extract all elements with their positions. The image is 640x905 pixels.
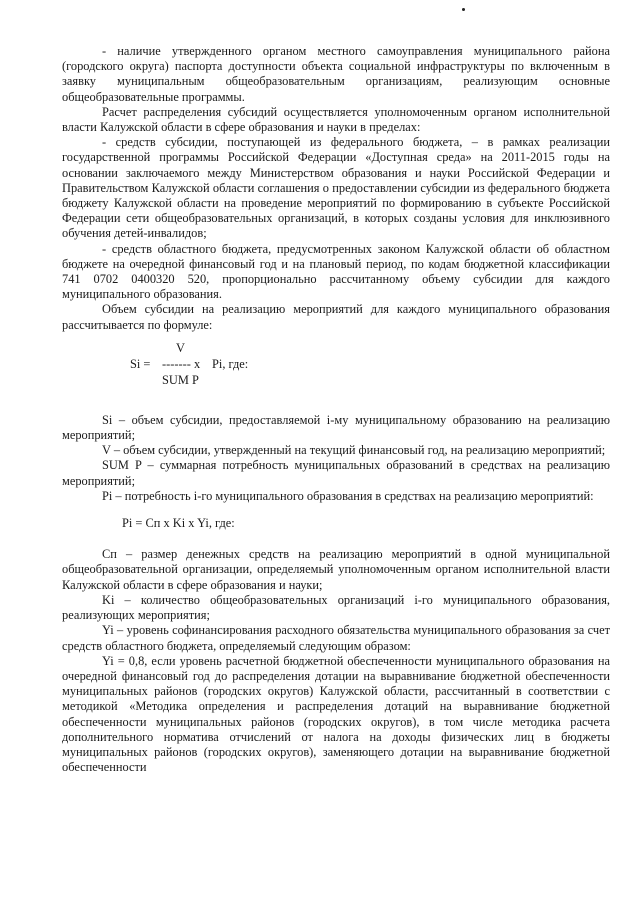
definition-si: Si – объем субсидии, предоставляемой i-му муниципальному образованию на реализацию мероприятий; — [62, 412, 610, 443]
definition-pi: Pi – потребность i-го муниципального образования в средствах на реализацию мероприятий: — [102, 488, 594, 503]
formula-si-denominator: SUM P — [162, 372, 199, 387]
scan-mark — [462, 8, 465, 11]
definition-cp: Cп – размер денежных средств на реализацию мероприятий в одной муниципальной общеобразовательной организации, определяемый уполномоченным органом исполнительной власти Калужской области в сфере образования и науки; — [62, 547, 610, 592]
paragraph-distribution-intro: Расчет распределения субсидий осуществляется уполномоченным органом исполнительной власти Калужской области в сфере образования и науки в пределах: — [62, 104, 610, 135]
definition-yi: Yi – уровень софинансирования расходного обязательства муниципального образования за счет средств областного бюджета, определяемый следующим образом: — [62, 623, 610, 653]
paragraph-formula-intro: Объем субсидии на реализацию мероприятий для каждого муниципального образования рассчитывается по формуле: — [62, 302, 610, 332]
formula-si-rhs: Pi, где: — [212, 356, 249, 371]
document-body — [62, 44, 610, 775]
definition-ki: Ki – количество общеобразовательных организаций i-го муниципального образования, реализующих мероприятия; — [62, 592, 610, 623]
definition-v: V – объем субсидии, утвержденный на текущий финансовый год, на реализацию мероприятий; — [102, 443, 606, 458]
definition-yi-value: Yi = 0,8, если уровень расчетной бюджетной обеспеченности муниципального образования на очередной финансовый год до распределения дотации на выравнивание бюджетной обеспеченности муниципальных районов (городских округов) Калужской области, рассчитанный в соответствии с методикой «Методика определения и распределения дотаций на выравнивание бюджетной обеспеченности муниципальных районов (городских округов), в том числе методика расчета дополнительного норматива отчислений от налога на доходы физических лиц в бюджеты муниципальных районов (городских округов), заменяющего дотации на выравнивание бюджетной обеспеченности — [62, 653, 610, 775]
definition-sum-p: SUM P – суммарная потребность муниципальных образований в средствах на реализацию мероприятий; — [62, 458, 610, 488]
paragraph-federal-funds: - средств субсидии, поступающей из федерального бюджета, – в рамках реализации государственной программы Российской Федерации «Доступная среда» на 2011-2015 годы на основании заключаемого между Министерством образования и науки Российской Федерации и Правительством Калужской области соглашения о предоставлении субсидии из федерального бюджета бюджету Калужской области на проведение мероприятий по формированию в субъекте Российской Федерации сети общеобразовательных организаций, в которых созданы условия для инклюзивного обучения детей-инвалидов; — [62, 135, 610, 241]
formula-si-fraction-bar: ------- x — [162, 356, 201, 371]
formula-pi: Pi = Cп x Ki x Yi, где: — [122, 516, 235, 531]
paragraph-regional-funds: - средств областного бюджета, предусмотренных законом Калужской области об областном бюджете на очередной финансовый год и на плановый период, по кодам бюджетной классификации 741 0702 0400320 520, пропорционально рассчитанному объему субсидии для каждого муниципального образования. — [62, 241, 610, 302]
spacer — [62, 403, 610, 413]
formula-si-lhs: Si = — [130, 356, 151, 371]
formula-si-numerator: V — [176, 340, 185, 355]
paragraph-passport-condition: - наличие утвержденного органом местного самоуправления муниципального района (городского округа) паспорта доступности объекта социальной инфраструктуры по включенным в заявку муниципальным общеобразовательным организациям, реализующим основные общеобразовательные программы. — [62, 44, 610, 104]
formula-si — [62, 341, 610, 403]
